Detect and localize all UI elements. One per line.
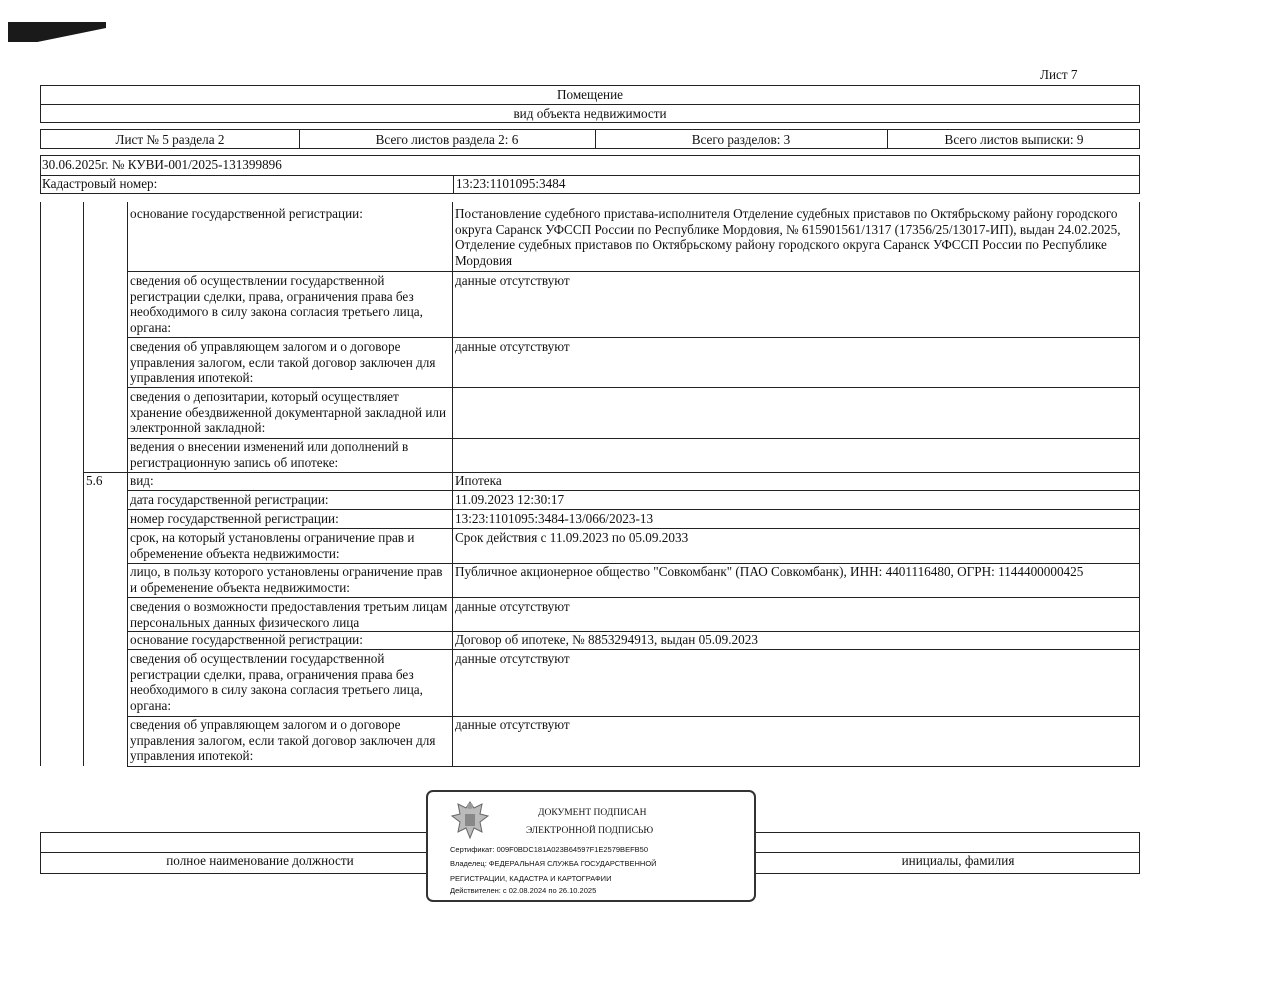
row-label: основание государственной регистрации: (130, 632, 363, 647)
stamp-validity: Действителен: с 02.08.2024 по 26.10.2025 (450, 886, 597, 895)
sheet-number: Лист 7 (1040, 67, 1078, 82)
row-label: номер государственной регистрации: (130, 511, 339, 526)
object-type-box (40, 85, 1140, 123)
row-value: Срок действия с 11.09.2023 по 05.09.2033 (455, 530, 689, 545)
scan-artifact (8, 22, 106, 42)
row-value: 13:23:1101095:3484-13/066/2023-13 (455, 511, 654, 526)
row-value: данные отсутствуют (455, 599, 570, 614)
row-value: Договор об ипотеке, № 8853294913, выдан 05.09.2023 (455, 632, 758, 647)
row-value: данные отсутствуют (455, 273, 570, 288)
electronic-signature-stamp (426, 790, 756, 902)
sheet-info-4: Всего листов выписки: 9 (944, 132, 1084, 147)
object-type-caption: вид объекта недвижимости (513, 106, 667, 121)
stamp-certificate: Сертификат: 009F0BDC181A023B64597F1E2579BEFB50 (450, 845, 648, 854)
row-label: лицо, в пользу которого установлены ограничение прав и обременение объекта недвижимости: (130, 564, 443, 595)
row-value: 11.09.2023 12:30:17 (455, 492, 565, 507)
row-value: данные отсутствуют (455, 651, 570, 666)
stamp-subtitle: ЭЛЕКТРОННОЙ ПОДПИСЬЮ (526, 826, 654, 836)
sheet-info-1: Лист № 5 раздела 2 (115, 132, 225, 147)
row-label: сведения об управляющем залогом и о договоре управления залогом, если такой договор заключен для управления ипотекой: (130, 339, 436, 385)
cadastral-label: Кадастровый номер: (42, 176, 158, 191)
row-label: дата государственной регистрации: (130, 492, 329, 507)
extract-date-number: 30.06.2025г. № КУВИ-001/2025-131399896 (42, 157, 282, 172)
row-label: вид: (130, 473, 154, 488)
stamp-owner-1: Владелец: ФЕДЕРАЛЬНАЯ СЛУЖБА ГОСУДАРСТВЕННОЙ (450, 859, 657, 868)
name-caption: инициалы, фамилия (901, 853, 1015, 868)
sheet-info-2: Всего листов раздела 2: 6 (375, 132, 519, 147)
encumbrance-table (40, 202, 1140, 766)
coat-of-arms-icon (450, 798, 490, 842)
position-caption: полное наименование должности (166, 853, 354, 868)
row-label: сведения о депозитарии, который осуществляет хранение обездвиженной документарной закладной или электронной закладной: (130, 389, 447, 435)
row-value: Ипотека (455, 473, 502, 488)
row-label: основание государственной регистрации: (130, 206, 363, 221)
row-label: сведения об осуществлении государственной регистрации сделки, права, ограничения права без необходимого в силу закона согласия третьего лица, органа: (130, 273, 423, 335)
cadastral-number: 13:23:1101095:3484 (456, 176, 566, 191)
row-value: данные отсутствуют (455, 717, 570, 732)
row-value: Постановление судебного пристава-исполнителя Отделение судебных приставов по Октябрьскому району городского округа Саранск УФССП России по Республике Мордовия, № 615901561/1317 (17356/25/13017-ИП), выдан 24.02.2025, Отделение судебных приставов по Октябрьскому району городского округа Саранск УФССП России по Республике Мордовия (455, 206, 1121, 268)
row-label: сведения об осуществлении государственной регистрации сделки, права, ограничения права без необходимого в силу закона согласия третьего лица, органа: (130, 651, 423, 713)
row-value: данные отсутствуют (455, 339, 570, 354)
sheet-info-3: Всего разделов: 3 (691, 132, 791, 147)
row-label: ведения о внесении изменений или дополнений в регистрационную запись об ипотеке: (130, 439, 409, 470)
row-label: сведения о возможности предоставления третьим лицам персональных данных физического лица (130, 599, 448, 630)
document-id-block (40, 155, 1140, 194)
row-label: срок, на который установлены ограничение прав и обременение объекта недвижимости: (130, 530, 415, 561)
object-type: Помещение (556, 87, 624, 102)
section-number: 5.6 (86, 473, 103, 488)
sheet-info-row (40, 129, 1140, 149)
stamp-owner-2: РЕГИСТРАЦИИ, КАДАСТРА И КАРТОГРАФИИ (450, 874, 612, 883)
row-label: сведения об управляющем залогом и о договоре управления залогом, если такой договор заключен для управления ипотекой: (130, 717, 436, 763)
row-value: Публичное акционерное общество "Совкомбанк" (ПАО Совкомбанк), ИНН: 4401116480, ОГРН: 1144400000425 (455, 564, 1084, 579)
stamp-title: ДОКУМЕНТ ПОДПИСАН (538, 808, 647, 818)
